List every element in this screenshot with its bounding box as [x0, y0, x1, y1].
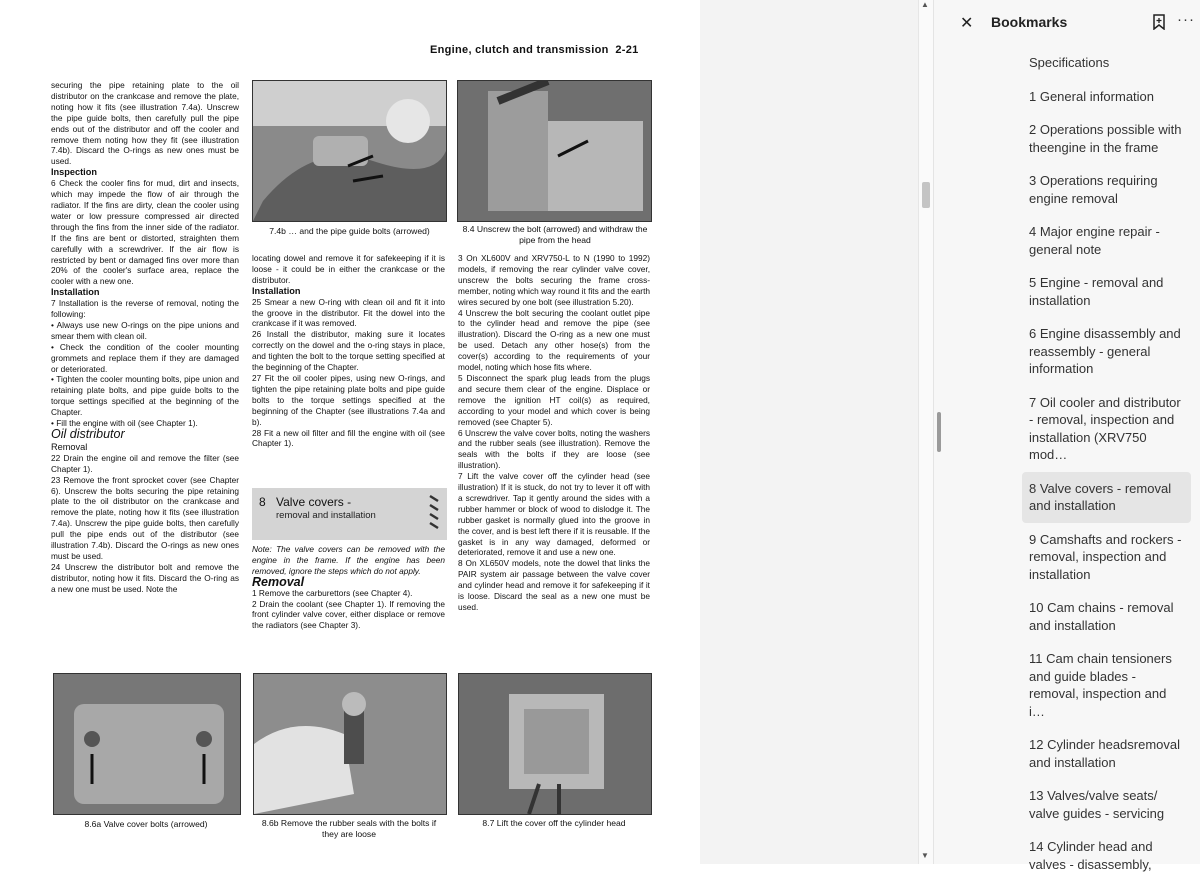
bookmark-item[interactable]: 12 Cylinder headsremoval and installation — [1029, 737, 1181, 770]
section-number: 8 — [259, 495, 266, 509]
text-column-2 — [252, 253, 445, 449]
engine-photo-icon — [254, 674, 446, 814]
paragraph: • Check the condition of the cooler mounting grommets and replace them if they are damaged or deteriorated. — [51, 341, 239, 374]
paragraph: 7 Lift the valve cover off the cylinder head (see illustration) If it is stuck, do not try to lever it off with a screwdriver. Tap it gently around the sides with a rubber hammer or block of wood to dislodge it. The rubber gasket is normally glued into the groove in the cover, and is best left there if it is reusable. If the gasket is in any way damaged, deformed or deteriorated, remove it and use a new one. — [458, 471, 650, 558]
section-title: Valve covers - — [276, 495, 352, 509]
photo-8-4 — [457, 80, 652, 222]
paragraph: 1 Remove the carburettors (see Chapter 4). — [252, 587, 413, 598]
vertical-scrollbar[interactable] — [918, 0, 933, 864]
scrollbar-thumb[interactable] — [922, 182, 930, 208]
scroll-down-icon[interactable]: ▼ — [921, 851, 929, 860]
subheading: Removal — [51, 441, 88, 452]
engine-photo-icon — [54, 674, 240, 814]
subheading: Inspection — [51, 167, 97, 178]
add-bookmark-icon[interactable] — [1152, 14, 1166, 40]
bookmark-item[interactable]: 3 Operations requiring engine removal — [1029, 173, 1158, 206]
paragraph: • Always use new O-rings on the pipe unions and smear them with clean oil. — [51, 319, 239, 341]
paragraph: 3 On XL600V and XRV750-L to N (1990 to 1992) models, if removing the rear cylinder valve cover, unscrew the bolts securing the frame cross-member, noting which way round it fits and the earth wires secured by one bolt (see illustration 5.20). — [458, 253, 650, 307]
paragraph: 6 Check the cooler fins for mud, dirt and insects, which may impede the flow of air through the radiator. If the fins are dirty, clean the cooler using water or low pressure compressed air directed through the fins from the inner side of the radiator. If the fins are bent or distorted, straighten them carefully with a screwdriver. If the air flow is restricted by bent or damaged fins over more than 20% of the cooler's surface area, replace the cooler with a new one. — [51, 178, 239, 287]
photo-8-7 — [458, 673, 652, 815]
paragraph: 8 On XL650V models, note the dowel that links the PAIR system air passage between the valve cover and cylinder head and remove it for safekeeping if it is loose. Discard the seal as a new one must be used. — [458, 558, 650, 612]
bookmark-item[interactable]: 9 Camshafts and rockers - removal, inspection and installation — [1029, 531, 1182, 582]
bookmark-item[interactable]: 13 Valves/valve seats/ valve guides - servicing — [1029, 788, 1165, 821]
header-page-number: 2-21 — [615, 44, 639, 56]
caption-7-4b: 7.4b … and the pipe guide bolts (arrowed) — [269, 226, 430, 236]
bookmark-item[interactable]: 5 Engine - removal and installation — [1029, 275, 1164, 308]
bookmark-item[interactable]: 2 Operations possible with theengine in the frame — [1029, 122, 1182, 155]
photo-7-4b — [252, 80, 447, 222]
paragraph: 6 Unscrew the valve cover bolts, noting the washers and the rubber seals (see illustration). Remove the seals with the bolts if they are loose (see illustration). — [458, 427, 650, 471]
paragraph: 27 Fit the oil cooler pipes, using new O-rings, and tighten the pipe retaining plate bolts and pipe guide bolts to the torque settings specified at the beginning of the Chapter (see illustrations 7.4a and b). — [252, 372, 445, 427]
paragraph: 23 Remove the front sprocket cover (see Chapter 6). Unscrew the bolts securing the pipe retaining plate to the oil distributor on the crankcase and remove the plate, noting how it fits (see illustration 7.4a). Unscrew the pipe guide bolts, then carefully pull the pipe ends out of the distributor (see illustration 7.4b). Discard the O-rings as new ones must be used. — [51, 474, 239, 561]
subheading: Installation — [252, 285, 301, 296]
bookmark-item[interactable]: 14 Cylinder head and valves - disassembly, — [1029, 839, 1153, 872]
engine-photo-icon — [253, 81, 446, 221]
bookmarks-panel — [933, 0, 1200, 872]
bookmark-item[interactable]: 6 Engine disassembly and reassembly - general information — [1029, 326, 1181, 376]
paragraph: 28 Fit a new oil filter and fill the engine with oil (see Chapter 1). — [252, 427, 445, 449]
text-column-3 — [458, 253, 650, 613]
paragraph: locating dowel and remove it for safekeeping if it is loose - it could be in either the crankcase or the distributor. — [252, 253, 445, 285]
paragraph: 4 Unscrew the bolt securing the coolant outlet pipe to the cylinder head and remove the pipe (see illustration). Discard the O-ring as a new one must be used. Detach any other hose(s) from the cover(s) according to the requirements of your model, noting which hose fits where. — [458, 307, 650, 373]
engine-photo-icon — [458, 81, 651, 221]
paragraph: • Tighten the cooler mounting bolts, pipe union and retaining plate bolts, and pipe guide bolts to the torque settings specified at the beginning of the Chapter. — [51, 374, 239, 418]
paragraph: 7 Installation is the reverse of removal, noting the following: — [51, 298, 239, 320]
subheading: Oil distributor — [51, 427, 125, 441]
header-section: Engine, clutch and transmission — [430, 44, 609, 56]
caption-8-7: 8.7 Lift the cover off the cylinder head — [482, 818, 626, 828]
photo-8-6a — [53, 673, 241, 815]
bookmark-item[interactable]: 7 Oil cooler and distributor - removal, inspection and installation (XRV750 mod… — [1029, 394, 1181, 462]
subheading: Removal — [252, 574, 305, 589]
paragraph: 26 Install the distributor, making sure it locates correctly on the dowel and the o-ring stays in place, and tighten the bolt to the torque setting specified at the beginning of the Chapter. — [252, 329, 445, 373]
bookmark-item[interactable]: 11 Cam chain tensioners and guide blades - removal, inspection and i… — [1029, 651, 1172, 719]
viewer-background — [700, 0, 918, 864]
bookmark-item[interactable]: 10 Cam chains - removal and installation — [1029, 600, 1174, 633]
paragraph: • Fill the engine with oil (see Chapter 1). — [51, 418, 198, 429]
caption-8-6b: 8.6b Remove the rubber seals with the bolts if they are loose — [261, 818, 437, 839]
note-paragraph: Note: The valve covers can be removed with the engine in the frame. If the engine has been removed, ignore the steps which do not apply. — [252, 544, 445, 576]
text-column-2b — [252, 544, 445, 631]
bookmark-item[interactable]: 8 Valve covers - removal and installation — [1022, 472, 1191, 523]
bookmark-item[interactable]: Specifications — [1029, 55, 1110, 70]
paragraph: 24 Unscrew the distributor bolt and remove the distributor, noting how it fits. Discard the O-ring as a new one must be used. Note the — [51, 561, 239, 594]
photo-8-6b — [253, 673, 447, 815]
bookmark-list — [934, 46, 1200, 881]
page-header — [430, 44, 639, 56]
paragraph: 22 Drain the engine oil and remove the filter (see Chapter 1). — [51, 452, 239, 474]
bookmark-item[interactable]: 1 General information — [1029, 88, 1155, 104]
engine-photo-icon — [459, 674, 651, 814]
subheading: Installation — [51, 287, 100, 298]
paragraph: 5 Disconnect the spark plug leads from the plugs and secure them clear of the engine. Displace or remove the ignition HT coil(s) as required, according to your model and which cover is being removed (see Chapter 5). — [458, 372, 650, 427]
caption-8-4: 8.4 Unscrew the bolt (arrowed) and withdraw the pipe from the head — [462, 224, 648, 245]
scroll-up-icon[interactable]: ▲ — [921, 0, 929, 9]
more-options-icon[interactable]: ··· — [1177, 11, 1195, 28]
text-column-1 — [51, 80, 239, 595]
section-8-heading-box — [252, 488, 447, 540]
section-subtitle: removal and installation — [276, 510, 376, 521]
paragraph: 25 Smear a new O-ring with clean oil and fit it into the groove in the distributor. Fit the dowel into the crankcase if it was removed. — [252, 296, 445, 329]
paragraph: 2 Drain the coolant (see Chapter 1). If removing the front cylinder valve cover, either displace or remove the radiators (see Chapter 3). — [252, 598, 445, 631]
caption-8-6a: 8.6a Valve cover bolts (arrowed) — [84, 819, 208, 829]
panel-title: Bookmarks — [991, 14, 1068, 30]
paragraph: securing the pipe retaining plate to the oil distributor on the crankcase and remove the plate, noting how it fits (see illustration 7.4a). Unscrew the pipe guide bolts, then carefully pull the pipe ends out of the distributor and off the cooler and remove them noting how they fit (see illustration 7.4b). Discard the O-rings as new ones must be used. — [51, 80, 239, 167]
wrench-difficulty-icon — [427, 492, 441, 541]
bookmark-item[interactable]: 4 Major engine repair - general note — [1029, 224, 1160, 257]
close-icon[interactable]: ✕ — [960, 15, 974, 32]
